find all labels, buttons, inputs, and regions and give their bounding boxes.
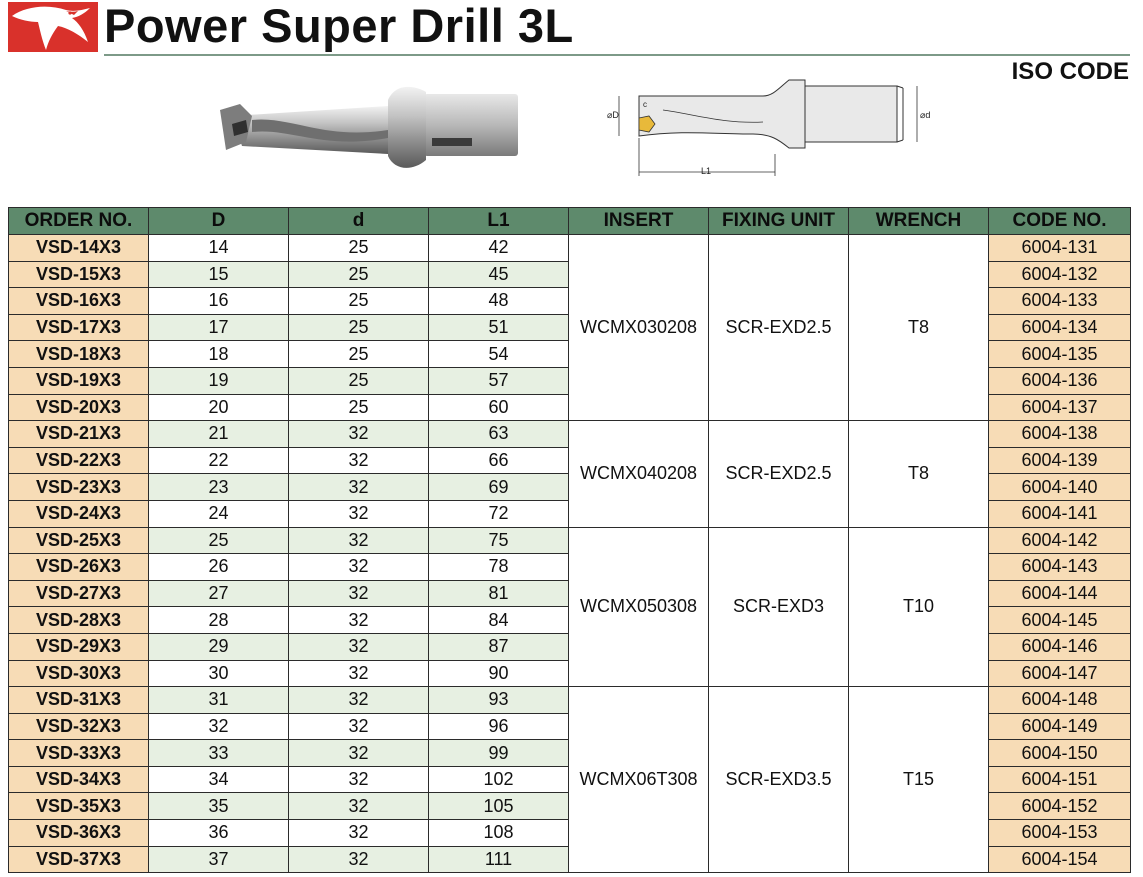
l1-cell: 105 bbox=[429, 793, 569, 820]
d-cell: 15 bbox=[149, 261, 289, 288]
d-cell: 26 bbox=[149, 554, 289, 581]
diameter-d-label: ⌀D bbox=[607, 110, 619, 120]
code-no-cell: 6004-150 bbox=[989, 740, 1131, 767]
l1-cell: 66 bbox=[429, 447, 569, 474]
code-no-cell: 6004-142 bbox=[989, 527, 1131, 554]
small-d-cell: 25 bbox=[289, 261, 429, 288]
code-no-cell: 6004-138 bbox=[989, 421, 1131, 448]
l1-cell: 48 bbox=[429, 288, 569, 315]
d-cell: 35 bbox=[149, 793, 289, 820]
page-title: Power Super Drill 3L bbox=[104, 0, 574, 52]
header-order-no: ORDER NO. bbox=[9, 208, 149, 235]
l1-cell: 75 bbox=[429, 527, 569, 554]
order-no-cell: VSD-26X3 bbox=[9, 554, 149, 581]
order-no-cell: VSD-36X3 bbox=[9, 820, 149, 847]
insert-cell: WCMX050308 bbox=[569, 527, 709, 687]
l1-cell: 87 bbox=[429, 633, 569, 660]
table-header-row bbox=[9, 208, 1131, 235]
d-cell: 31 bbox=[149, 687, 289, 714]
d-cell: 37 bbox=[149, 846, 289, 873]
code-no-cell: 6004-144 bbox=[989, 580, 1131, 607]
small-d-cell: 32 bbox=[289, 820, 429, 847]
code-no-cell: 6004-136 bbox=[989, 367, 1131, 394]
small-d-cell: 32 bbox=[289, 447, 429, 474]
d-cell: 21 bbox=[149, 421, 289, 448]
l1-cell: 84 bbox=[429, 607, 569, 634]
code-no-cell: 6004-151 bbox=[989, 766, 1131, 793]
small-d-cell: 32 bbox=[289, 421, 429, 448]
code-no-cell: 6004-137 bbox=[989, 394, 1131, 421]
l1-cell: 102 bbox=[429, 766, 569, 793]
l1-cell: 93 bbox=[429, 687, 569, 714]
l1-cell: 90 bbox=[429, 660, 569, 687]
order-no-cell: VSD-20X3 bbox=[9, 394, 149, 421]
small-d-cell: 32 bbox=[289, 580, 429, 607]
code-no-cell: 6004-154 bbox=[989, 846, 1131, 873]
l1-cell: 60 bbox=[429, 394, 569, 421]
d-cell: 25 bbox=[149, 527, 289, 554]
code-no-cell: 6004-146 bbox=[989, 633, 1131, 660]
l1-cell: 69 bbox=[429, 474, 569, 501]
d-cell: 24 bbox=[149, 500, 289, 527]
order-no-cell: VSD-32X3 bbox=[9, 713, 149, 740]
small-d-cell: 32 bbox=[289, 474, 429, 501]
code-no-cell: 6004-153 bbox=[989, 820, 1131, 847]
l1-cell: 45 bbox=[429, 261, 569, 288]
small-d-cell: 25 bbox=[289, 235, 429, 262]
d-cell: 32 bbox=[149, 713, 289, 740]
code-no-cell: 6004-148 bbox=[989, 687, 1131, 714]
small-d-cell: 25 bbox=[289, 367, 429, 394]
l1-cell: 108 bbox=[429, 820, 569, 847]
fixing-cell: SCR-EXD2.5 bbox=[709, 421, 849, 527]
order-no-cell: VSD-34X3 bbox=[9, 766, 149, 793]
wrench-cell: T8 bbox=[849, 235, 989, 421]
header-insert: INSERT bbox=[569, 208, 709, 235]
order-no-cell: VSD-33X3 bbox=[9, 740, 149, 767]
order-no-cell: VSD-31X3 bbox=[9, 687, 149, 714]
order-no-cell: VSD-30X3 bbox=[9, 660, 149, 687]
title-divider bbox=[104, 54, 1130, 56]
d-cell: 27 bbox=[149, 580, 289, 607]
code-no-cell: 6004-131 bbox=[989, 235, 1131, 262]
d-cell: 14 bbox=[149, 235, 289, 262]
header-d: D bbox=[149, 208, 289, 235]
small-d-cell: 32 bbox=[289, 527, 429, 554]
code-no-cell: 6004-140 bbox=[989, 474, 1131, 501]
eagle-icon bbox=[8, 2, 98, 52]
table-row bbox=[9, 687, 1131, 714]
wrench-cell: T8 bbox=[849, 421, 989, 527]
l1-cell: 78 bbox=[429, 554, 569, 581]
code-no-cell: 6004-135 bbox=[989, 341, 1131, 368]
chamfer-c-label: c bbox=[643, 100, 647, 109]
l1-cell: 99 bbox=[429, 740, 569, 767]
code-no-cell: 6004-147 bbox=[989, 660, 1131, 687]
shank-diameter-label: ⌀d bbox=[920, 110, 931, 120]
insert-cell: WCMX040208 bbox=[569, 421, 709, 527]
table-row bbox=[9, 421, 1131, 448]
small-d-cell: 32 bbox=[289, 554, 429, 581]
d-cell: 30 bbox=[149, 660, 289, 687]
fixing-cell: SCR-EXD3 bbox=[709, 527, 849, 687]
small-d-cell: 25 bbox=[289, 341, 429, 368]
d-cell: 22 bbox=[149, 447, 289, 474]
order-no-cell: VSD-22X3 bbox=[9, 447, 149, 474]
l1-cell: 81 bbox=[429, 580, 569, 607]
code-no-cell: 6004-145 bbox=[989, 607, 1131, 634]
l1-cell: 51 bbox=[429, 314, 569, 341]
d-cell: 19 bbox=[149, 367, 289, 394]
small-d-cell: 32 bbox=[289, 633, 429, 660]
l1-cell: 111 bbox=[429, 846, 569, 873]
order-no-cell: VSD-16X3 bbox=[9, 288, 149, 315]
d-cell: 29 bbox=[149, 633, 289, 660]
header-fixing-unit: FIXING UNIT bbox=[709, 208, 849, 235]
d-cell: 18 bbox=[149, 341, 289, 368]
l1-cell: 54 bbox=[429, 341, 569, 368]
brand-logo bbox=[8, 2, 98, 52]
d-cell: 23 bbox=[149, 474, 289, 501]
small-d-cell: 32 bbox=[289, 500, 429, 527]
order-no-cell: VSD-25X3 bbox=[9, 527, 149, 554]
small-d-cell: 25 bbox=[289, 288, 429, 315]
code-no-cell: 6004-139 bbox=[989, 447, 1131, 474]
d-cell: 36 bbox=[149, 820, 289, 847]
order-no-cell: VSD-37X3 bbox=[9, 846, 149, 873]
spec-table bbox=[8, 207, 1131, 873]
code-no-cell: 6004-134 bbox=[989, 314, 1131, 341]
small-d-cell: 25 bbox=[289, 394, 429, 421]
drill-drawing bbox=[603, 74, 943, 184]
l1-cell: 96 bbox=[429, 713, 569, 740]
order-no-cell: VSD-27X3 bbox=[9, 580, 149, 607]
drill-photo bbox=[212, 80, 528, 180]
d-cell: 17 bbox=[149, 314, 289, 341]
order-no-cell: VSD-29X3 bbox=[9, 633, 149, 660]
d-cell: 33 bbox=[149, 740, 289, 767]
order-no-cell: VSD-21X3 bbox=[9, 421, 149, 448]
order-no-cell: VSD-23X3 bbox=[9, 474, 149, 501]
d-cell: 28 bbox=[149, 607, 289, 634]
order-no-cell: VSD-24X3 bbox=[9, 500, 149, 527]
order-no-cell: VSD-35X3 bbox=[9, 793, 149, 820]
code-no-cell: 6004-141 bbox=[989, 500, 1131, 527]
d-cell: 34 bbox=[149, 766, 289, 793]
header-code-no: CODE NO. bbox=[989, 208, 1131, 235]
order-no-cell: VSD-15X3 bbox=[9, 261, 149, 288]
d-cell: 20 bbox=[149, 394, 289, 421]
order-no-cell: VSD-19X3 bbox=[9, 367, 149, 394]
wrench-cell: T15 bbox=[849, 687, 989, 873]
table-row bbox=[9, 527, 1131, 554]
small-d-cell: 32 bbox=[289, 740, 429, 767]
small-d-cell: 25 bbox=[289, 314, 429, 341]
l1-cell: 57 bbox=[429, 367, 569, 394]
small-d-cell: 32 bbox=[289, 660, 429, 687]
insert-cell: WCMX06T308 bbox=[569, 687, 709, 873]
fixing-cell: SCR-EXD3.5 bbox=[709, 687, 849, 873]
l1-cell: 63 bbox=[429, 421, 569, 448]
d-cell: 16 bbox=[149, 288, 289, 315]
small-d-cell: 32 bbox=[289, 793, 429, 820]
order-no-cell: VSD-14X3 bbox=[9, 235, 149, 262]
small-d-cell: 32 bbox=[289, 687, 429, 714]
small-d-cell: 32 bbox=[289, 846, 429, 873]
l1-cell: 42 bbox=[429, 235, 569, 262]
order-no-cell: VSD-18X3 bbox=[9, 341, 149, 368]
length-l1-label: L1 bbox=[701, 166, 712, 176]
iso-code-label: ISO CODE bbox=[1011, 58, 1129, 85]
small-d-cell: 32 bbox=[289, 713, 429, 740]
l1-cell: 72 bbox=[429, 500, 569, 527]
header-small-d: d bbox=[289, 208, 429, 235]
wrench-cell: T10 bbox=[849, 527, 989, 687]
code-no-cell: 6004-152 bbox=[989, 793, 1131, 820]
order-no-cell: VSD-17X3 bbox=[9, 314, 149, 341]
header-wrench: WRENCH bbox=[849, 208, 989, 235]
insert-cell: WCMX030208 bbox=[569, 235, 709, 421]
header-l1: L1 bbox=[429, 208, 569, 235]
code-no-cell: 6004-132 bbox=[989, 261, 1131, 288]
fixing-cell: SCR-EXD2.5 bbox=[709, 235, 849, 421]
order-no-cell: VSD-28X3 bbox=[9, 607, 149, 634]
small-d-cell: 32 bbox=[289, 607, 429, 634]
code-no-cell: 6004-143 bbox=[989, 554, 1131, 581]
table-row bbox=[9, 235, 1131, 262]
code-no-cell: 6004-149 bbox=[989, 713, 1131, 740]
code-no-cell: 6004-133 bbox=[989, 288, 1131, 315]
small-d-cell: 32 bbox=[289, 766, 429, 793]
